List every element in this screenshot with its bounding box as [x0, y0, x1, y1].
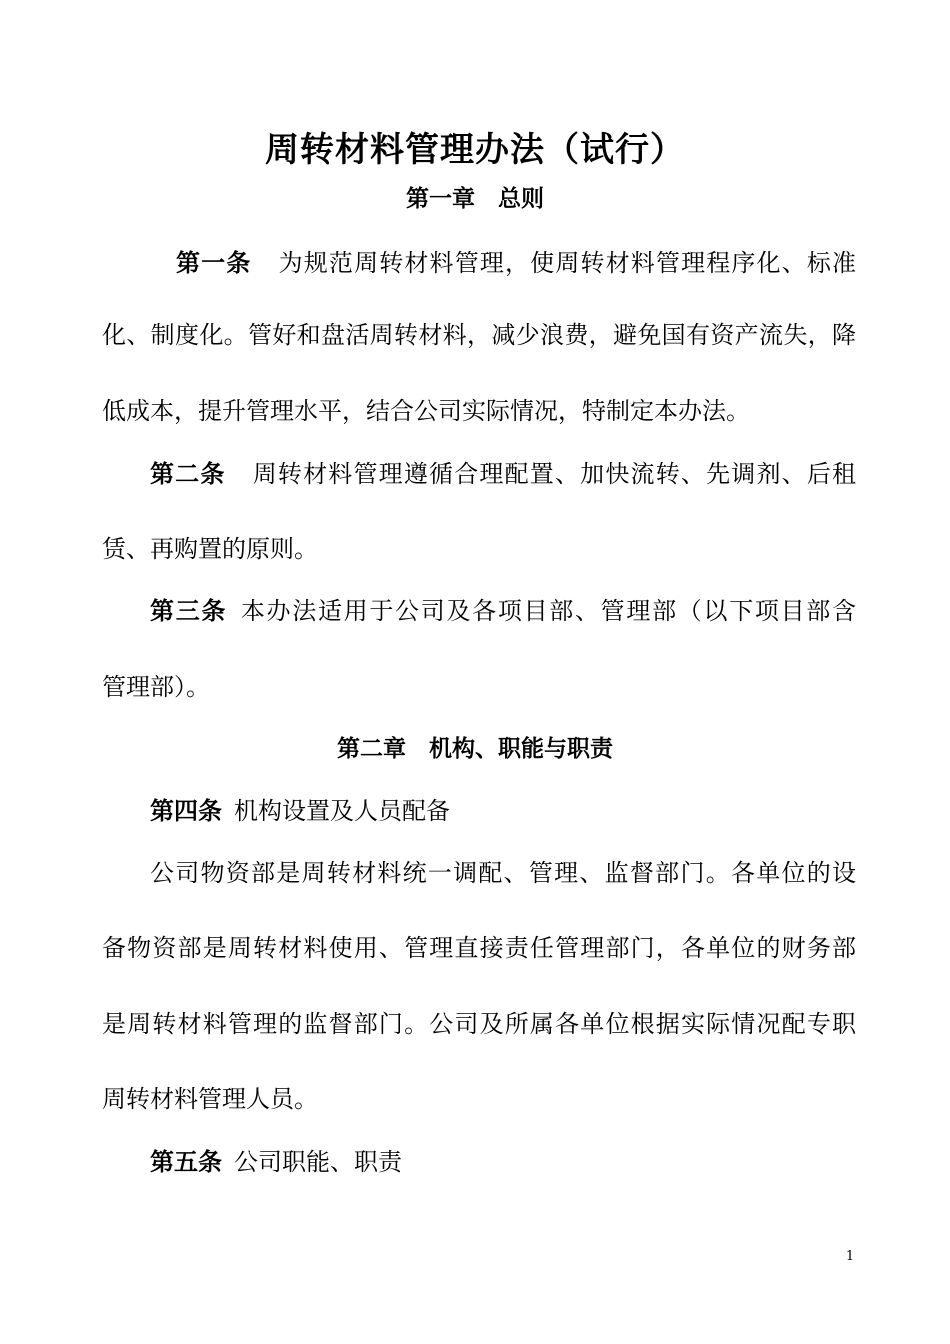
chapter-1-heading: 第一章 总则	[406, 185, 544, 212]
article-2-label: 第二条	[150, 459, 226, 488]
article-3-label: 第三条	[150, 596, 228, 625]
article-5-label: 第五条	[150, 1147, 222, 1176]
article-4-para-line-3: 是周转材料管理的监督部门。公司及所属各单位根据实际情况配专职	[102, 1010, 856, 1038]
article-3-line-1	[150, 594, 856, 628]
article-4-heading: 机构设置及人员配备	[234, 797, 450, 825]
article-1-text-1: 为规范周转材料管理，使周转材料管理程序化、标准	[277, 249, 857, 277]
article-1-line-2: 化、制度化。管好和盘活周转材料，减少浪费，避免国有资产流失，降	[102, 321, 856, 349]
article-4-para-line-1: 公司物资部是周转材料统一调配、管理、监督部门。各单位的设	[150, 859, 856, 887]
article-1-label: 第一条	[176, 248, 252, 277]
article-2-line-1	[150, 457, 856, 491]
article-5-heading: 公司职能、职责	[234, 1148, 402, 1176]
article-4-para-line-4: 周转材料管理人员。	[102, 1085, 318, 1113]
article-1-line-1	[176, 246, 856, 280]
article-3-line-2: 管理部）。	[102, 673, 210, 701]
document-title: 周转材料管理办法（试行）	[265, 130, 685, 170]
article-4-para-line-2: 备物资部是周转材料使用、管理直接责任管理部门，各单位的财务部	[102, 934, 856, 962]
article-2-text-1: 周转材料管理遵循合理配置、加快流转、先调剂、后租	[251, 460, 857, 488]
article-5-heading-line	[150, 1145, 402, 1179]
article-1-line-3: 低成本，提升管理水平，结合公司实际情况，特制定本办法。	[102, 397, 750, 425]
page-number: 1	[845, 1249, 855, 1264]
article-4-heading-line	[150, 794, 450, 828]
article-3-text-1: 本办法适用于公司及各项目部、管理部（以下项目部含	[239, 597, 857, 625]
article-2-line-2: 赁、再购置的原则。	[102, 535, 318, 563]
article-4-label: 第四条	[150, 796, 222, 825]
chapter-2-heading: 第二章 机构、职能与职责	[337, 735, 613, 762]
